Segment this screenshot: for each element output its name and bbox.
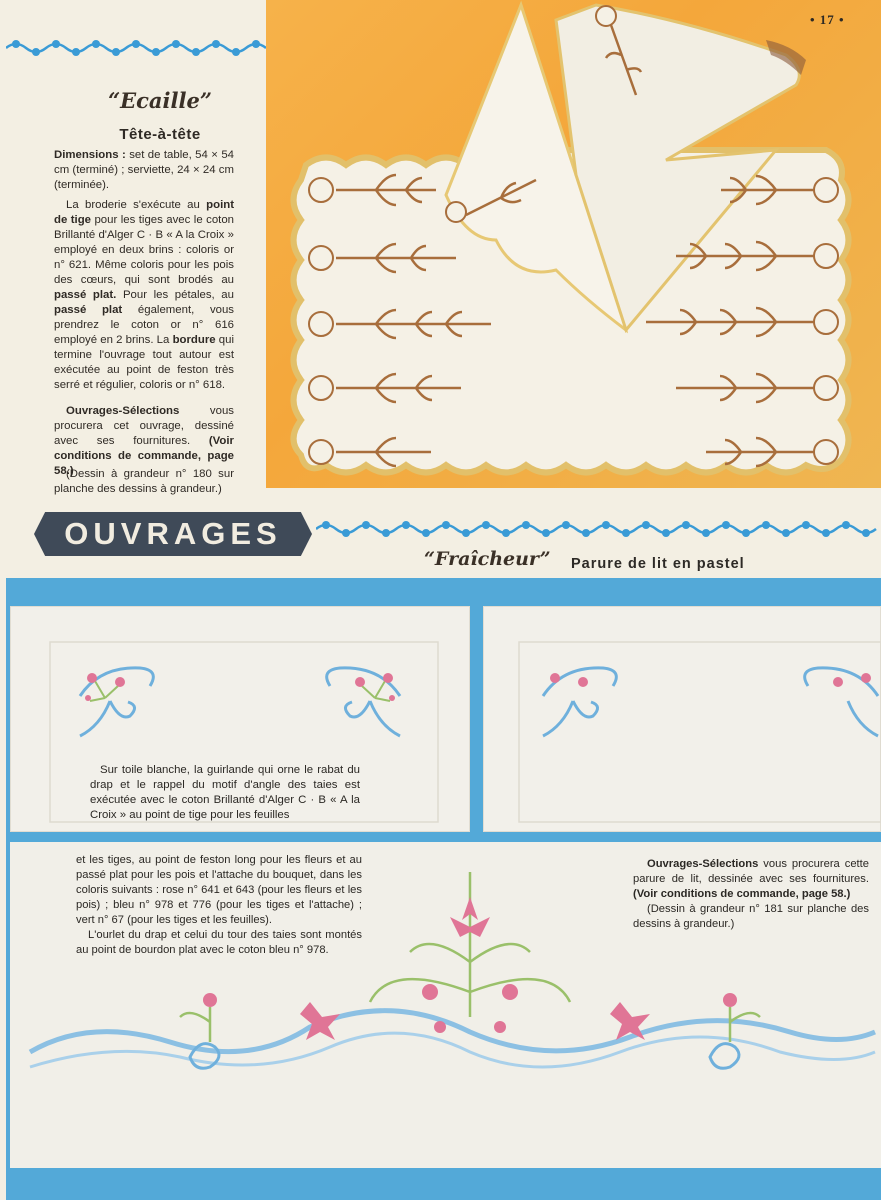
broderie-text-2: pour les tiges avec le coton Brillanté d'Alger C · B « A la Croix » employé en deux brins : coloris or n° 621. Même coloris pour les pois des cœurs, qui sont brodés au	[54, 214, 234, 286]
broderie-bold-1: point de tige	[54, 199, 234, 226]
ecaille-selections-brand: Ouvrages-Sélections	[66, 405, 180, 417]
dimensions-text: set de table, 54 × 54 cm (terminé) ; serviette, 24 × 24 cm (terminée).	[54, 149, 234, 191]
fraicheur-title: “Fraîcheur”	[424, 548, 551, 570]
ecaille-subtitle: Tête-à-tête	[119, 126, 201, 143]
ecaille-selections-text: vous procurera cet ouvrage, dessiné avec ses fournitures.	[54, 405, 234, 447]
dimensions-paragraph	[54, 148, 234, 193]
corner-motif-right-right	[805, 668, 878, 736]
fraicheur-subtitle: Parure de lit en pastel	[571, 556, 745, 572]
broderie-bold-2: passé plat.	[54, 289, 117, 301]
page-number: • 17 •	[810, 12, 845, 27]
corner-motif-right-left	[543, 668, 616, 736]
corner-motif-right	[327, 668, 400, 736]
broderie-text-5: qui termine l'ouvrage tout autour est exécutée au point de feston très serré et régulier, coloris or n° 618.	[54, 334, 235, 391]
broderie-paragraph	[54, 198, 234, 393]
ouvrages-banner-label: OUVRAGES	[64, 516, 282, 551]
broderie-bold-4: bordure	[172, 334, 216, 346]
fraicheur-text-left	[76, 853, 362, 958]
dimensions-label: Dimensions :	[54, 149, 126, 161]
fraicheur-selections-brand: Ouvrages-Sélections	[647, 858, 759, 870]
broderie-text-1: La broderie s'exécute au	[66, 199, 207, 211]
ecaille-dessin-note: (Dessin à grandeur n° 180 sur planche des dessins à grandeur.)	[54, 468, 234, 495]
broderie-text-3: Pour les pétales, au	[116, 289, 234, 301]
corner-motif-left	[80, 668, 153, 736]
vine-ornament-top	[6, 38, 266, 58]
fraicheur-text-left-2: L'ourlet du drap et celui du tour des taies sont montés au point de bourdon plat avec le coton bleu n° 978.	[76, 929, 362, 956]
fraicheur-text-right	[633, 857, 869, 932]
fraicheur-dessin-note: (Dessin à grandeur n° 181 sur planche des dessins à grandeur.)	[633, 903, 869, 930]
fraicheur-selections-conditions: (Voir conditions de commande, page 58.)	[633, 888, 851, 900]
ecaille-photo	[266, 0, 881, 488]
ecaille-selections-conditions: (Voir conditions de commande, page 58.)	[54, 435, 234, 477]
pillowcase-right	[483, 606, 881, 832]
fraicheur-selections-paragraph	[633, 857, 869, 902]
fraicheur-caption: Sur toile blanche, la guirlande qui orne le rabat du drap et le rappel du motif d'angle des taies est exécutée avec le coton Brillanté d'Alger C · B « A la Croix » au point de tige pour les feuilles	[90, 764, 360, 821]
broderie-text-4: également, vous prendrez le coton or n° 616 employé en 2 brins. La	[54, 304, 235, 346]
broderie-bold-3: passé plat	[54, 304, 123, 316]
fraicheur-selections-text: vous procurera cette parure de lit, dessinée avec ses fournitures.	[633, 858, 869, 885]
fraicheur-text-left-1: et les tiges, au point de feston long pour les fleurs et au passé plat pour les pois et l'attache du bouquet, dans les coloris suivants : rose n° 641 et 643 (pour les fleurs et les pois) ; bleu n° 978 et 776 (pour les tiges et l'attache) ; vert n° 67 (pour les tiges et les feuilles).	[76, 854, 362, 926]
ecaille-title: “Ecaille”	[108, 88, 212, 113]
ecaille-illustration	[266, 0, 881, 488]
vine-ornament-middle	[316, 519, 881, 539]
